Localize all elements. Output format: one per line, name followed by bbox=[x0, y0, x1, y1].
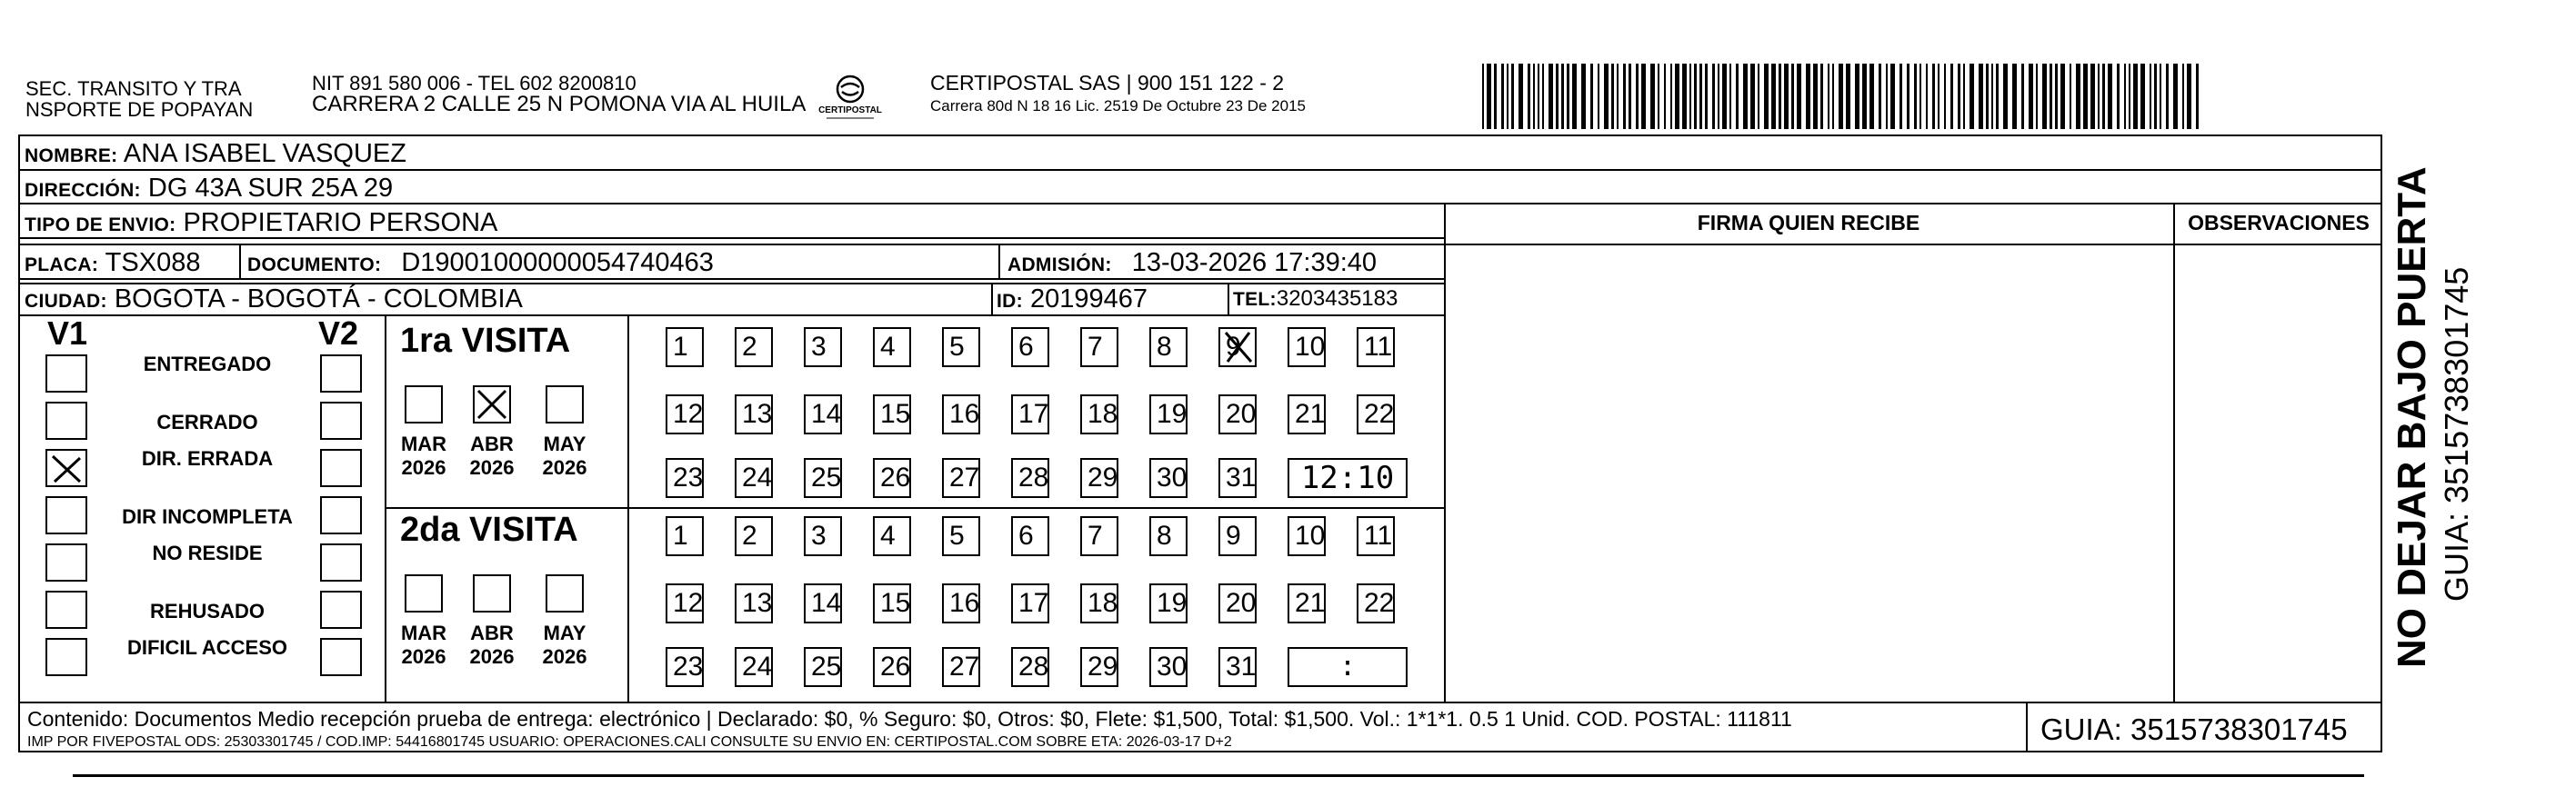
footer-print-info: IMP POR FIVEPOSTAL ODS: 25303301745 / COD.IMP: 54416801745 USUARIO: OPERACIONES.CALI CONSULTE SU ENVIO EN: CERTIPOSTAL.COM SOBRE ETA: 2026-03-17 D+2 bbox=[27, 734, 1232, 750]
day-box[interactable]: 23 bbox=[666, 458, 704, 498]
day-box[interactable]: 2 bbox=[735, 327, 773, 367]
day-box[interactable]: 1 bbox=[666, 516, 704, 556]
v2-checkbox[interactable] bbox=[320, 543, 362, 582]
day-box[interactable]: 12 bbox=[666, 394, 704, 434]
day-box[interactable]: 3 bbox=[804, 327, 842, 367]
month-label: MAY 2026 bbox=[542, 622, 587, 668]
month-label: MAY 2026 bbox=[542, 433, 587, 479]
day-box[interactable]: 21 bbox=[1288, 583, 1326, 623]
admision-value: 13-03-2026 17:39:40 bbox=[1131, 248, 1378, 277]
v2-label: V2 bbox=[318, 314, 359, 352]
id-field bbox=[997, 284, 1148, 317]
footer-guia: GUIA: 3515738301745 bbox=[2040, 712, 2348, 746]
sender-nit: NIT 891 580 006 - TEL 602 8200810 bbox=[312, 72, 636, 95]
sender-address: CARRERA 2 CALLE 25 N POMONA VIA AL HUILA bbox=[312, 92, 807, 116]
visit-title: 2da VISITA bbox=[400, 511, 578, 549]
day-box[interactable]: 27 bbox=[942, 647, 980, 687]
day-box[interactable]: 25 bbox=[804, 458, 842, 498]
tel-label: TEL: bbox=[1233, 289, 1277, 310]
day-box[interactable]: 17 bbox=[1011, 583, 1049, 623]
v1-checkbox[interactable] bbox=[45, 591, 87, 629]
day-box[interactable]: 5 bbox=[942, 327, 980, 367]
day-box[interactable]: 9 bbox=[1218, 516, 1257, 556]
v2-checkbox[interactable] bbox=[320, 591, 362, 629]
day-box[interactable]: 23 bbox=[666, 647, 704, 687]
day-box[interactable]: 4 bbox=[873, 516, 911, 556]
placa-value: TSX088 bbox=[105, 248, 201, 277]
direccion-value: DG 43A SUR 25A 29 bbox=[147, 174, 394, 203]
status-option-label: NO RESIDE bbox=[152, 542, 263, 564]
status-option-label: ENTREGADO bbox=[143, 353, 272, 375]
month-checkbox[interactable] bbox=[546, 574, 584, 613]
admision-field bbox=[1007, 247, 1377, 281]
firma-area[interactable] bbox=[1446, 245, 2171, 700]
day-box[interactable]: 11 bbox=[1357, 327, 1395, 367]
day-box[interactable]: 11 bbox=[1357, 516, 1395, 556]
day-box[interactable]: 31 bbox=[1218, 647, 1257, 687]
v2-checkbox[interactable] bbox=[320, 449, 362, 487]
v1-checkbox[interactable] bbox=[45, 543, 87, 582]
day-box[interactable]: 27 bbox=[942, 458, 980, 498]
side-warning: NO DEJAR BAJO PUERTA bbox=[2390, 166, 2434, 668]
month-label: MAR 2026 bbox=[400, 622, 447, 668]
day-box[interactable]: 17 bbox=[1011, 394, 1049, 434]
day-box[interactable]: 19 bbox=[1149, 394, 1188, 434]
day-box[interactable]: 2 bbox=[735, 516, 773, 556]
v1-checkbox[interactable] bbox=[45, 402, 87, 440]
tipo-envio-value: PROPIETARIO PERSONA bbox=[183, 208, 498, 237]
day-box[interactable]: 10 bbox=[1288, 327, 1326, 367]
ciudad-field bbox=[25, 284, 523, 317]
v1-checkbox[interactable] bbox=[45, 354, 87, 393]
direccion-label: DIRECCIÓN: bbox=[25, 180, 141, 201]
day-box[interactable]: 13 bbox=[735, 394, 773, 434]
ciudad-label: CIUDAD: bbox=[25, 291, 107, 312]
day-box[interactable]: 26 bbox=[873, 458, 911, 498]
v2-checkbox[interactable] bbox=[320, 638, 362, 676]
sender-org-line1: SEC. TRANSITO Y TRA bbox=[25, 77, 242, 100]
day-box[interactable]: 21 bbox=[1288, 394, 1326, 434]
day-box[interactable]: 9 bbox=[1218, 327, 1257, 367]
day-box[interactable]: 20 bbox=[1218, 583, 1257, 623]
v2-checkbox[interactable] bbox=[320, 496, 362, 534]
day-box[interactable]: 7 bbox=[1080, 327, 1118, 367]
visit-time-box[interactable]: 12:10 bbox=[1288, 458, 1408, 498]
v1-checkbox[interactable] bbox=[45, 449, 87, 487]
day-box[interactable]: 7 bbox=[1080, 516, 1118, 556]
firma-header: FIRMA QUIEN RECIBE bbox=[1697, 211, 1920, 234]
placa-label: PLACA: bbox=[25, 254, 99, 275]
month-label: MAR 2026 bbox=[400, 433, 447, 479]
v1-label: V1 bbox=[47, 314, 88, 352]
day-box[interactable]: 24 bbox=[735, 647, 773, 687]
day-box[interactable]: 29 bbox=[1080, 458, 1118, 498]
month-checkbox[interactable] bbox=[546, 385, 584, 423]
status-option-label: REHUSADO bbox=[150, 600, 265, 623]
day-box[interactable]: 28 bbox=[1011, 458, 1049, 498]
month-label: ABR 2026 bbox=[469, 622, 515, 668]
documento-label: DOCUMENTO: bbox=[247, 254, 382, 275]
carrier-name: CERTIPOSTAL SAS | 900 151 122 - 2 bbox=[930, 71, 1285, 95]
day-box[interactable]: 8 bbox=[1149, 327, 1188, 367]
placa-field bbox=[25, 247, 200, 281]
v2-checkbox[interactable] bbox=[320, 402, 362, 440]
status-option-label: DIR INCOMPLETA bbox=[122, 505, 293, 528]
month-checkbox[interactable] bbox=[473, 574, 511, 613]
tipo-envio-field bbox=[25, 207, 497, 241]
day-box[interactable]: 31 bbox=[1218, 458, 1257, 498]
day-box[interactable]: 8 bbox=[1149, 516, 1188, 556]
visit-time-box[interactable]: : bbox=[1288, 647, 1408, 687]
direccion-field bbox=[25, 173, 393, 206]
status-option-label: DIR. ERRADA bbox=[141, 447, 274, 470]
tel-value: 3203435183 bbox=[1276, 286, 1398, 311]
day-box[interactable]: 15 bbox=[873, 583, 911, 623]
nombre-value: ANA ISABEL VASQUEZ bbox=[123, 139, 406, 168]
sender-org bbox=[25, 78, 253, 120]
status-option-label: CERRADO bbox=[156, 411, 258, 433]
day-box[interactable]: 25 bbox=[804, 647, 842, 687]
day-box[interactable]: 30 bbox=[1149, 458, 1188, 498]
observaciones-area[interactable] bbox=[2175, 245, 2381, 700]
carrier-info bbox=[930, 73, 1306, 116]
day-box[interactable]: 26 bbox=[873, 647, 911, 687]
v1-checkbox[interactable] bbox=[45, 638, 87, 676]
day-box[interactable]: 13 bbox=[735, 583, 773, 623]
day-box[interactable]: 30 bbox=[1149, 647, 1188, 687]
day-box[interactable]: 16 bbox=[942, 583, 980, 623]
side-guia: GUIA: 3515738301745 bbox=[2438, 266, 2475, 602]
day-box[interactable]: 6 bbox=[1011, 516, 1049, 556]
certipostal-logo bbox=[814, 73, 887, 124]
day-box[interactable]: 22 bbox=[1357, 583, 1395, 623]
day-box[interactable]: 15 bbox=[873, 394, 911, 434]
observaciones-header: OBSERVACIONES bbox=[2188, 211, 2370, 234]
nombre-label: NOMBRE: bbox=[25, 145, 118, 166]
visit-title: 1ra VISITA bbox=[400, 322, 571, 360]
month-checkbox[interactable] bbox=[473, 385, 511, 423]
tipo-envio-label: TIPO DE ENVIO: bbox=[25, 214, 176, 235]
sender-org-line2: NSPORTE DE POPAYAN bbox=[25, 98, 254, 121]
day-box[interactable]: 18 bbox=[1080, 394, 1118, 434]
day-box[interactable]: 6 bbox=[1011, 327, 1049, 367]
day-box[interactable]: 18 bbox=[1080, 583, 1118, 623]
month-checkbox[interactable] bbox=[405, 385, 443, 423]
day-box[interactable]: 14 bbox=[804, 583, 842, 623]
barcode bbox=[1482, 64, 2200, 129]
logo-text: CERTIPOSTAL bbox=[818, 105, 882, 115]
status-option-label: DIFICIL ACCESO bbox=[126, 636, 287, 659]
documento-value: D19001000000054740463 bbox=[401, 248, 714, 277]
month-label: ABR 2026 bbox=[469, 433, 515, 479]
month-checkbox[interactable] bbox=[405, 574, 443, 613]
day-box[interactable]: 19 bbox=[1149, 583, 1188, 623]
documento-field bbox=[247, 247, 714, 281]
v1-checkbox[interactable] bbox=[45, 496, 87, 534]
id-label: ID: bbox=[997, 291, 1023, 312]
admision-label: ADMISIÓN: bbox=[1007, 254, 1112, 275]
day-box[interactable]: 22 bbox=[1357, 394, 1395, 434]
day-box[interactable]: 4 bbox=[873, 327, 911, 367]
ciudad-value: BOGOTA - BOGOTÁ - COLOMBIA bbox=[114, 284, 523, 314]
day-box[interactable]: 29 bbox=[1080, 647, 1118, 687]
sender-contact bbox=[312, 73, 806, 115]
day-box[interactable]: 12 bbox=[666, 583, 704, 623]
v2-checkbox[interactable] bbox=[320, 354, 362, 393]
day-box[interactable]: 1 bbox=[666, 327, 704, 367]
carrier-address: Carrera 80d N 18 16 Lic. 2519 De Octubre 23 De 2015 bbox=[930, 97, 1306, 115]
day-box[interactable]: 28 bbox=[1011, 647, 1049, 687]
day-box[interactable]: 10 bbox=[1288, 516, 1326, 556]
footer-content: Contenido: Documentos Medio recepción prueba de entrega: electrónico | Declarado: $0, % Seguro: $0, Otros: $0, Flete: $1,500, Total: $1,500. Vol.: 1*1*1. 0.5 1 Unid. COD. POSTAL: 111811 bbox=[27, 707, 1792, 731]
day-box[interactable]: 5 bbox=[942, 516, 980, 556]
tel-field bbox=[1233, 284, 1398, 315]
day-box[interactable]: 3 bbox=[804, 516, 842, 556]
id-value: 20199467 bbox=[1029, 284, 1148, 314]
nombre-field bbox=[25, 138, 406, 172]
day-box[interactable]: 24 bbox=[735, 458, 773, 498]
day-box[interactable]: 16 bbox=[942, 394, 980, 434]
day-box[interactable]: 14 bbox=[804, 394, 842, 434]
day-box[interactable]: 20 bbox=[1218, 394, 1257, 434]
